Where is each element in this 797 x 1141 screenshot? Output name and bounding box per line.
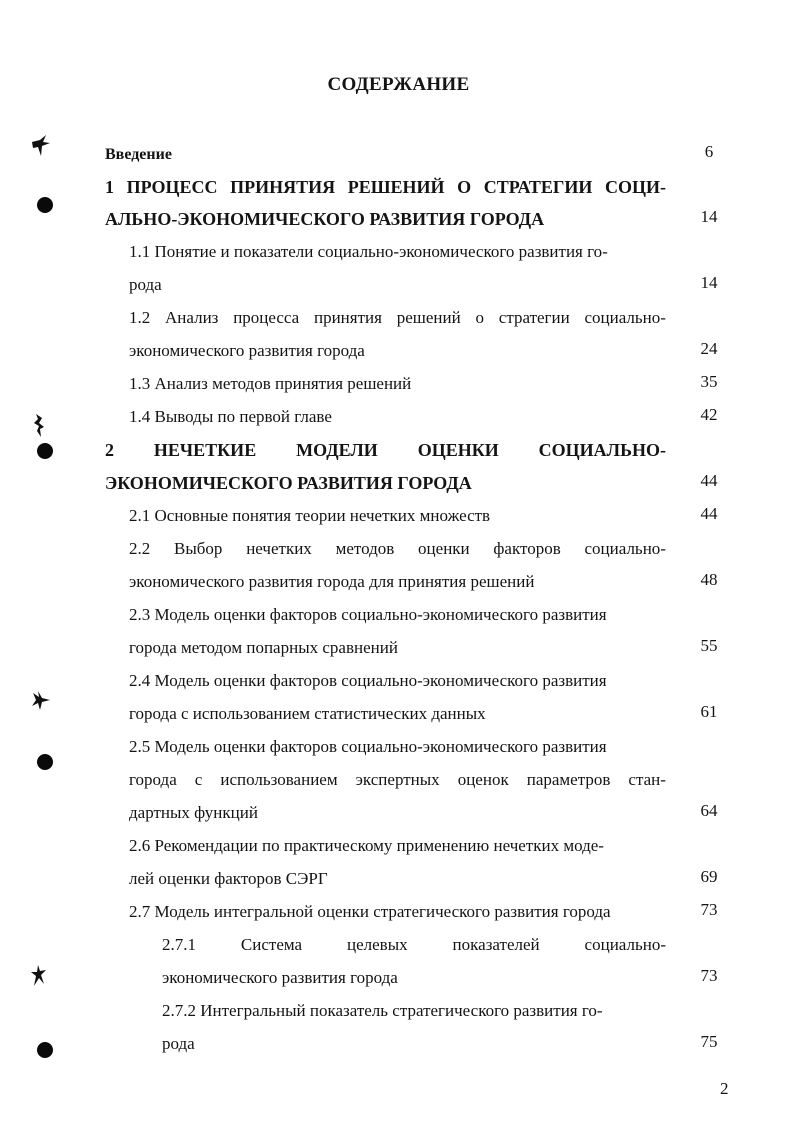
toc-line bbox=[129, 538, 666, 560]
scan-blot-mark bbox=[30, 413, 48, 439]
toc-word: решений bbox=[396, 308, 461, 327]
toc-word: ПРИНЯТИЯ bbox=[230, 177, 336, 197]
toc-line-text bbox=[105, 439, 666, 461]
toc-line: экономического развития города для принятия решений bbox=[129, 572, 535, 591]
toc-line: 2.1 Основные понятия теории нечетких множеств bbox=[129, 506, 491, 525]
binding-hole-mark bbox=[37, 1042, 53, 1058]
toc-line: дартных функций bbox=[129, 803, 258, 822]
toc-line: лей оценки факторов СЭРГ bbox=[129, 869, 328, 888]
toc-word: города bbox=[129, 770, 177, 789]
toc-line-text bbox=[129, 769, 666, 791]
binding-hole-mark bbox=[37, 197, 53, 213]
toc-page-number: 73 bbox=[700, 900, 718, 919]
toc-line: 2.3 Модель оценки факторов социально-экономического развития bbox=[129, 605, 607, 624]
toc-word: Система bbox=[240, 935, 303, 954]
toc-word: ПРОЦЕСС bbox=[126, 177, 218, 197]
toc-word: РЕШЕНИЙ bbox=[347, 177, 445, 197]
toc-page-number: 35 bbox=[700, 372, 718, 391]
toc-line: АЛЬНО-ЭКОНОМИЧЕСКОГО РАЗВИТИЯ ГОРОДА bbox=[105, 209, 545, 229]
toc-word: Выбор bbox=[174, 539, 223, 558]
toc-line: 2.7.2 Интегральный показатель стратегического развития го- bbox=[162, 1001, 603, 1020]
toc-line bbox=[162, 934, 666, 956]
toc-line bbox=[129, 307, 666, 329]
toc-word: социально- bbox=[584, 935, 666, 954]
toc-word: СОЦИАЛЬНО- bbox=[538, 440, 666, 460]
toc-page-number: 44 bbox=[700, 471, 718, 490]
toc-line: города с использованием статистических данных bbox=[129, 704, 486, 723]
toc-word: СОЦИ- bbox=[604, 177, 666, 197]
page-number: 2 bbox=[720, 1079, 729, 1098]
toc-page-number: 14 bbox=[700, 273, 718, 292]
toc-word: 2 bbox=[105, 440, 114, 460]
toc-page-number: 75 bbox=[700, 1032, 718, 1051]
toc-word: использованием bbox=[220, 770, 338, 789]
toc-word: НЕЧЕТКИЕ bbox=[153, 440, 257, 460]
toc-line bbox=[105, 176, 666, 198]
toc-line: рода bbox=[129, 275, 162, 294]
toc-word: стратегии bbox=[498, 308, 570, 327]
toc-page-number: 42 bbox=[700, 405, 718, 424]
scan-blot-mark bbox=[30, 690, 52, 712]
toc-page-number: 69 bbox=[700, 867, 718, 886]
toc-word: СТРАТЕГИИ bbox=[483, 177, 593, 197]
toc-word: 1 bbox=[105, 177, 114, 197]
toc-word: О bbox=[457, 177, 472, 197]
toc-word: МОДЕЛИ bbox=[296, 440, 378, 460]
toc-line bbox=[129, 769, 666, 791]
scan-blot-mark bbox=[30, 134, 52, 158]
toc-line: Введение bbox=[105, 146, 172, 163]
toc-line: 1.1 Понятие и показатели социально-экономического развития го- bbox=[129, 242, 608, 261]
toc-line-text bbox=[105, 176, 666, 198]
toc-page-number: 64 bbox=[700, 801, 718, 820]
toc-word: экспертных bbox=[355, 770, 440, 789]
toc-word: ОЦЕНКИ bbox=[417, 440, 499, 460]
binding-hole-mark bbox=[37, 443, 53, 459]
toc-line: 1.3 Анализ методов принятия решений bbox=[129, 374, 412, 393]
toc-line: 2.4 Модель оценки факторов социально-экономического развития bbox=[129, 671, 607, 690]
toc-word: о bbox=[475, 308, 484, 327]
toc-word: 1.2 bbox=[129, 308, 151, 327]
page-title: СОДЕРЖАНИЕ bbox=[327, 74, 470, 95]
toc-word: оценки bbox=[418, 539, 470, 558]
toc-line: 1.4 Выводы по первой главе bbox=[129, 407, 332, 426]
toc-word: параметров bbox=[526, 770, 611, 789]
toc-word: Анализ bbox=[165, 308, 219, 327]
toc-line-text bbox=[162, 934, 666, 956]
toc-word: социально- bbox=[584, 308, 666, 327]
toc-page-number: 55 bbox=[700, 636, 718, 655]
toc-page-number: 73 bbox=[700, 966, 718, 985]
toc-page-number: 24 bbox=[700, 339, 718, 358]
toc-line-text bbox=[129, 307, 666, 329]
toc-line: 2.5 Модель оценки факторов социально-экономического развития bbox=[129, 737, 607, 756]
toc-word: 2.2 bbox=[129, 539, 151, 558]
toc-word: процесса bbox=[233, 308, 300, 327]
toc-word: нечетких bbox=[246, 539, 312, 558]
toc-word: стан- bbox=[628, 770, 666, 789]
toc-page-number: 6 bbox=[704, 142, 714, 161]
toc-word: оценок bbox=[457, 770, 509, 789]
toc-word: целевых bbox=[347, 935, 408, 954]
toc-line bbox=[105, 439, 666, 461]
toc-line-text bbox=[129, 538, 666, 560]
toc-word: 2.7.1 bbox=[162, 935, 196, 954]
toc-page-number: 48 bbox=[700, 570, 718, 589]
toc-page-number: 14 bbox=[700, 207, 718, 226]
toc-word: социально- bbox=[584, 539, 666, 558]
toc-word: показателей bbox=[452, 935, 540, 954]
toc-line: экономического развития города bbox=[162, 968, 398, 987]
binding-hole-mark bbox=[37, 754, 53, 770]
toc-line: экономического развития города bbox=[129, 341, 365, 360]
toc-word: факторов bbox=[493, 539, 561, 558]
toc-line: 2.6 Рекомендации по практическому применению нечетких моде- bbox=[129, 836, 604, 855]
toc-page-number: 61 bbox=[700, 702, 718, 721]
toc-word: с bbox=[194, 770, 203, 789]
toc-page-number: 44 bbox=[700, 504, 718, 523]
toc-word: методов bbox=[335, 539, 395, 558]
toc-line: ЭКОНОМИЧЕСКОГО РАЗВИТИЯ ГОРОДА bbox=[105, 473, 472, 493]
toc-line: рода bbox=[162, 1034, 195, 1053]
scan-blot-mark bbox=[30, 964, 50, 988]
toc-line: города методом попарных сравнений bbox=[129, 638, 398, 657]
toc-line: 2.7 Модель интегральной оценки стратегического развития города bbox=[129, 902, 611, 921]
toc-word: принятия bbox=[313, 308, 382, 327]
